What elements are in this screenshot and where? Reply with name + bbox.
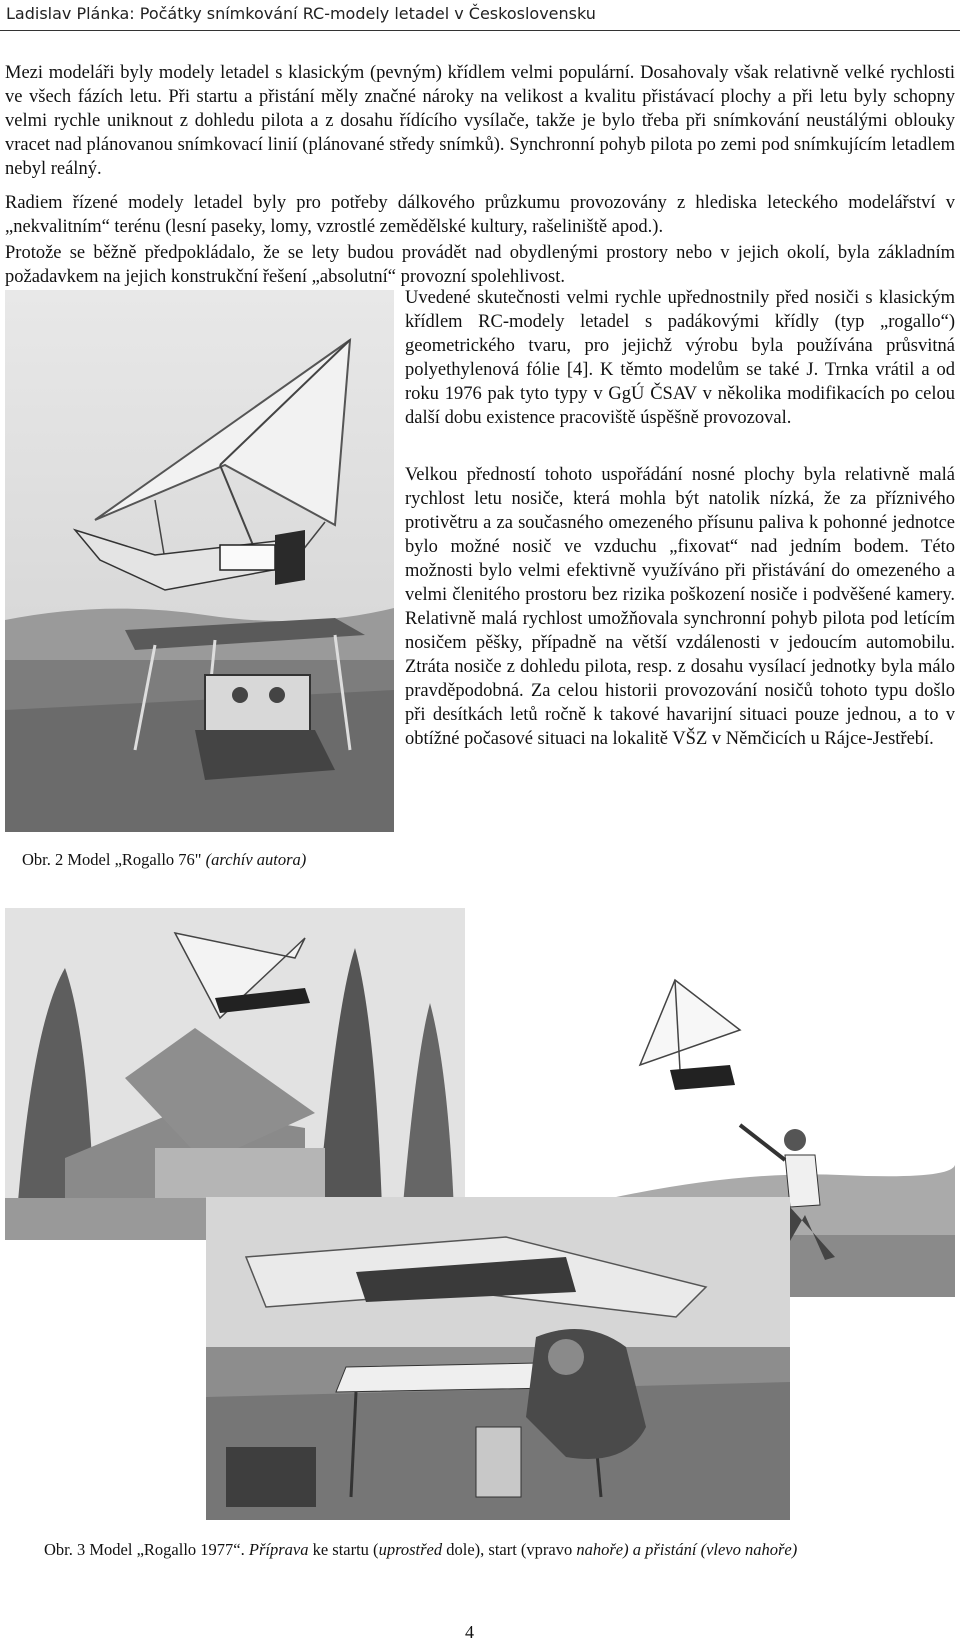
- page-number: 4: [465, 1622, 474, 1642]
- figure-2-caption: Obr. 2 Model „Rogallo 76" (archív autora): [22, 850, 307, 869]
- paragraph-reliability: Protože se běžně předpokládalo, že se lety budou provádět nad obydlenými prostory nebo v jejich okolí, byla základním požadavkem na jejich konstrukční řešení „absolutní“ provozní spolehlivost.: [5, 243, 955, 287]
- paragraph-advantages: Velkou předností tohoto uspořádání nosné plochy byla relativně malá rychlost letu nosiče, která mohla být natolik nízká, že za příznivého protivětru a za současného omezeného přísunu paliva k pohonné jednotce bylo možné nosič ve vzduchu „fixovat“ nad jedním bodem. Této možnosti bylo velmi efektivně využíváno při přistávání do omezeného a velmi členitého prostoru bez rizika poškození nosiče i podvěšené kamery. Relativně malá rychlost umožňovala synchronní pohyb pilota pod letícím nosičem pěšky, případně na větší vzdálenosti v jedoucím automobilu. Ztráta nosiče z dohledu pilota, resp. z dosahu vysílací jednotky byla málo pravděpodobná. Za celou historii provozování nosičů tohoto typu došlo při desítkách letů ročně k takové havarijní situaci pouze jednou, a to v obtížné počasové situaci na lokalitě VŠZ v Němčicích u Rájce-Jestřebí.: [405, 465, 955, 749]
- figure-3-caption: Obr. 3 Model „Rogallo 1977“. Příprava ke startu (uprostřed dole), start (vpravo nahoře) a přistání (vlevo nahoře): [44, 1540, 798, 1559]
- preparation-photo: [206, 1197, 790, 1520]
- paragraph-fixed-wing: Mezi modeláři byly modely letadel s klasickým (pevným) křídlem velmi populární. Dosahovaly však relativně velké rychlosti ve všech fázích letu. Při startu a přistání měly značné nároky na velikost a kvalitu přistávací plochy a při letu byly schopny velmi rychle uniknout z dohledu pilota a z dosahu řídícího vysílače, takže je bylo třeba při snímkování neustálými oblouky vracet nad plánovanou snímkovací linií (plánované středy snímků). Synchronní pohyb pilota po zemi pod snímkujícím letadlem nebyl reálný.: [5, 63, 955, 179]
- paragraph-terrain: Radiem řízené modely letadel byly pro potřeby dálkového průzkumu provozovány z hlediska leteckého modelářství v „nekvalitním“ terénu (lesní paseky, lomy, vzrostlé zemědělské kultury, rašeliniště apod.).: [5, 193, 955, 237]
- running-header: Ladislav Plánka: Počátky snímkování RC-modely letadel v Československu: [6, 4, 596, 23]
- header-rule: [0, 30, 960, 31]
- landing-photo: [5, 908, 465, 1240]
- paragraph-rogallo: Uvedené skutečnosti velmi rychle upřednostnily před nosiči s klasickým křídlem RC-modely letadel s padákovými křídly (typ „rogallo“) geometrického tvaru, pro jejichž výrobu byla používána průsvitná polyethylenová fólie [4]. K těmto modelům se také J. Trnka vrátil a od roku 1976 pak tyto typy v GgÚ ČSAV v několika modifikacích po celou další dobu existence pracoviště úspěšně provozoval.: [405, 288, 955, 428]
- rogallo-76-photo: [5, 290, 394, 832]
